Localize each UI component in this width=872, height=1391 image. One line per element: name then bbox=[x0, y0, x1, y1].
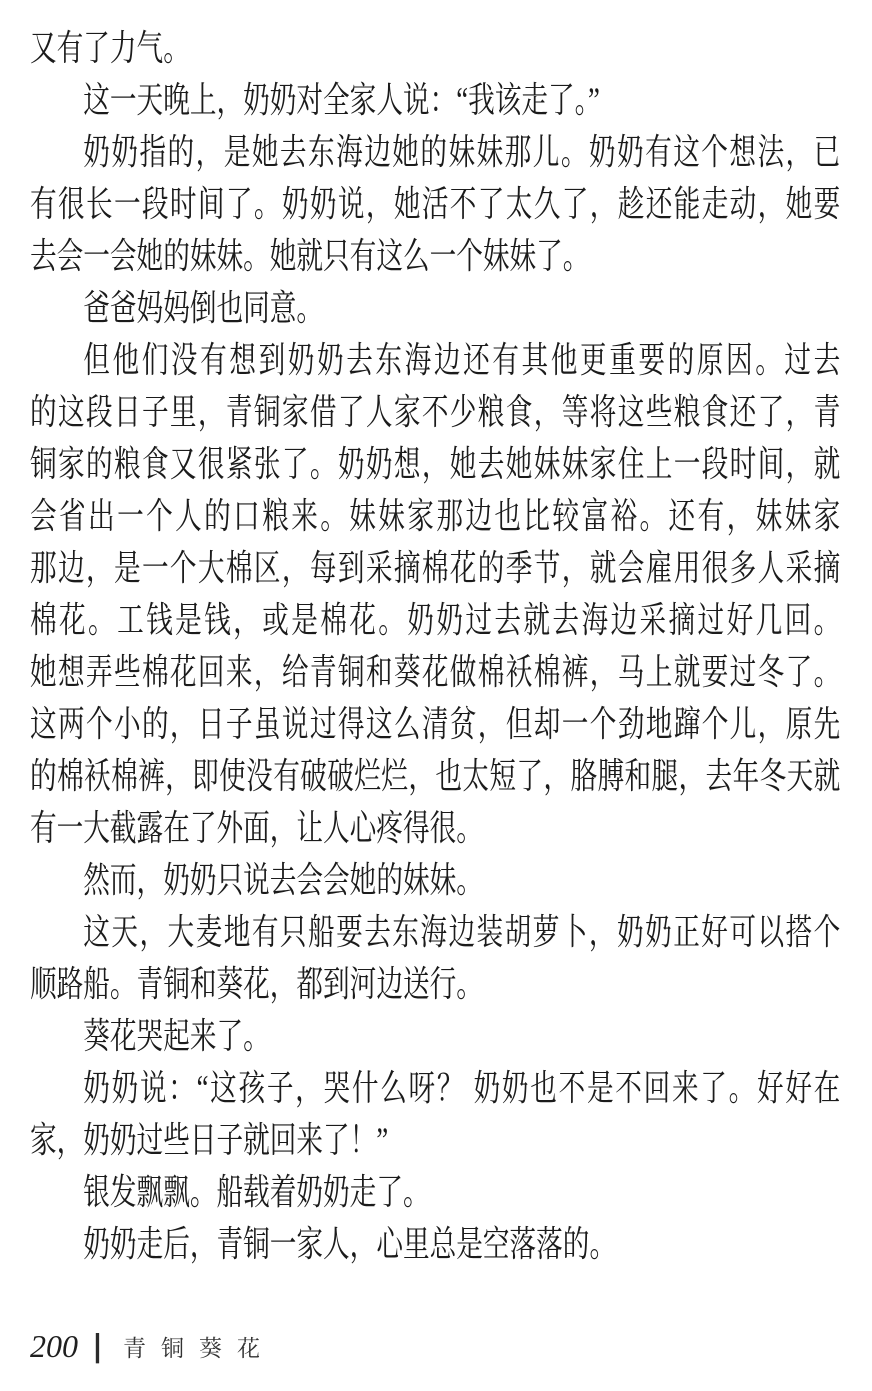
text-line: 的这段日子里，青铜家借了人家不少粮食，等将这些粮食还了，青 bbox=[30, 392, 841, 432]
text-line: 但他们没有想到奶奶去东海边还有其他更重要的原因。过去 bbox=[83, 340, 841, 380]
text-line: 她想弄些棉花回来，给青铜和葵花做棉袄棉裤，马上就要过冬了。 bbox=[30, 652, 841, 692]
text-line: 的棉袄棉裤，即使没有破破烂烂，也太短了，胳膊和腿，去年冬天就 bbox=[30, 756, 841, 796]
text-line: 家，奶奶过些日子就回来了！” bbox=[30, 1120, 389, 1160]
text-line: 那边，是一个大棉区，每到采摘棉花的季节，就会雇用很多人采摘 bbox=[30, 548, 841, 588]
text-line: 然而，奶奶只说去会会她的妹妹。 bbox=[83, 860, 483, 900]
text-line: 铜家的粮食又很紧张了。奶奶想，她去她妹妹家住上一段时间，就 bbox=[30, 444, 841, 484]
text-line: 棉花。工钱是钱，或是棉花。奶奶过去就去海边采摘过好几回。 bbox=[30, 600, 841, 640]
page-number: 200 bbox=[30, 1327, 78, 1364]
text-line: 会省出一个人的口粮来。妹妹家那边也比较富裕。还有，妹妹家 bbox=[30, 496, 841, 536]
page-text bbox=[30, 22, 872, 1270]
text-line: 银发飘飘。船载着奶奶走了。 bbox=[83, 1172, 430, 1212]
book-title: 青铜葵花 bbox=[122, 1335, 275, 1361]
text-line: 葵花哭起来了。 bbox=[83, 1016, 270, 1056]
text-line: 有一大截露在了外面，让人心疼得很。 bbox=[30, 808, 483, 848]
text-line: 奶奶指的，是她去东海边她的妹妹那儿。奶奶有这个想法，已 bbox=[83, 132, 841, 172]
text-line: 这天，大麦地有只船要去东海边装胡萝卜，奶奶正好可以搭个 bbox=[83, 912, 841, 952]
text-line: 奶奶说：“这孩子，哭什么呀？ 奶奶也不是不回来了。好好在 bbox=[83, 1068, 841, 1108]
text-line: 有很长一段时间了。奶奶说，她活不了太久了，趁还能走动，她要 bbox=[30, 184, 841, 224]
text-line: 这一天晚上，奶奶对全家人说：“我该走了。” bbox=[83, 80, 600, 120]
text-line: 爸爸妈妈倒也同意。 bbox=[83, 288, 324, 328]
text-line: 顺路船。青铜和葵花，都到河边送行。 bbox=[30, 964, 483, 1004]
text-line: 这两个小的，日子虽说过得这么清贫，但却一个劲地蹿个儿，原先 bbox=[30, 704, 841, 744]
footer-separator-bar: | bbox=[92, 1328, 103, 1364]
text-line: 又有了力气。 bbox=[30, 28, 190, 68]
text-line: 奶奶走后，青铜一家人，心里总是空落落的。 bbox=[83, 1224, 617, 1264]
text-line: 去会一会她的妹妹。她就只有这么一个妹妹了。 bbox=[30, 236, 590, 276]
page-footer bbox=[30, 1322, 275, 1370]
